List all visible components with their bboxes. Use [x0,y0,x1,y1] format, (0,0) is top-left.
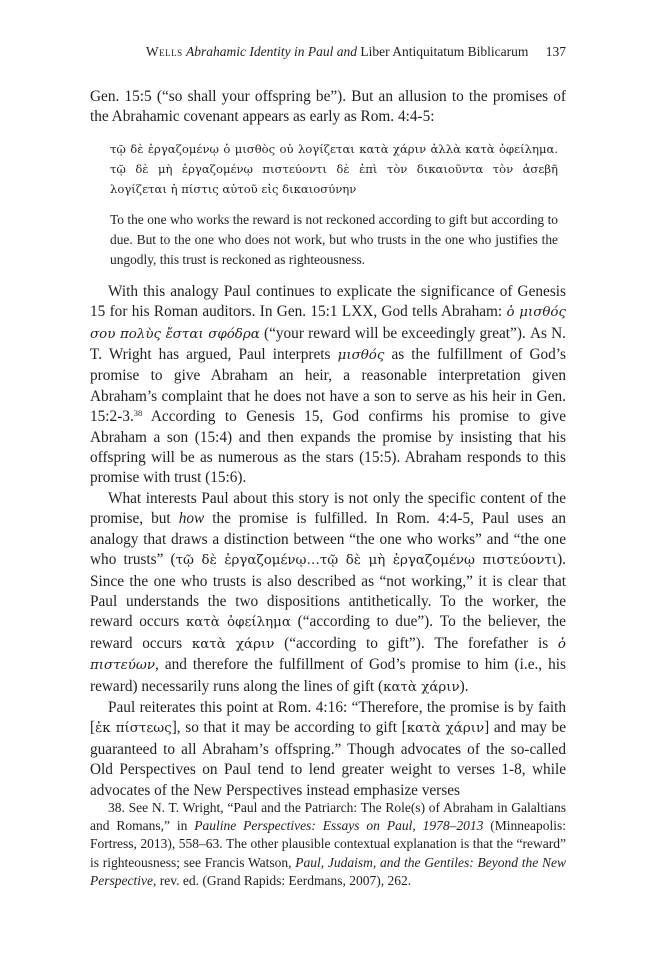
header-author: Wells [145,44,183,59]
paragraph-1: Gen. 15:5 (“so shall your offspring be”). But an allusion to the promises of the Abrahamic covenant appears as early as Rom. 4:4-5: [90,88,566,126]
paragraph-2 [90,282,566,489]
text-span: ], so that it may be according to gift [ [171,719,407,737]
greek-phrase: μισθός [337,348,385,364]
footnotes [90,799,566,890]
text-span: , and therefore the fulfillment of God’s promise to him (i.e., his reward) necessarily runs along the lines of gift ( [90,656,566,695]
text-span: (“according to due”). To the believer, the reward occurs [90,613,566,652]
cited-title: Paul, Judaism, and the Gentiles: Beyond the New Perspective [90,854,566,888]
footnote-38 [90,799,566,890]
greek-phrase: κατὰ ὀφείλημα [185,615,291,631]
text-span: What interests Paul about this story is not only the specific content of the promise, but [90,489,566,528]
text-span: 38. See N. T. Wright, “Paul and the Patriarch: The Role(s) of Abraham in Galaltians and Romans,” in [90,800,566,834]
text-span: According to Genesis 15, God confirms his promise to give Abraham a son (15:4) and then expands the promise by insisting that his offspring will be as numerous as the stars (15:5). Abraham responds to this promise with trust (15:6). [90,408,566,487]
block-quote-greek: τῷ δὲ ἐργαζομένῳ ὁ μισθὸς οὐ λογίζεται κατὰ χάριν ἀλλὰ κατὰ ὀφείλημα. τῷ δὲ μὴ ἐργαζομένῳ πιστεύοντι δὲ ἐπὶ τὸν δικαιοῦντα τὸν ἀσεβῆ λογίζεται ἡ πίστις αὐτοῦ εἰς δικαιοσύνην [110,141,558,196]
greek-phrase: ὁ πιστεύων [90,636,566,674]
header-title-italic: Abrahamic Identity in Paul and [186,44,358,59]
header-title-roman: Liber Antiquitatum Biblicarum [360,44,529,59]
running-header [90,44,566,60]
text-span: ). Since the one who trusts is also described as “not working,” it is clear that Paul understands the two dispositions antithetically. To the worker, the reward occurs [90,551,566,631]
greek-phrase: τῷ δὲ ἐργαζομένῳ…τῷ δὲ μὴ ἐργαζομένῳ πιστεύοντι [175,553,558,569]
block-quote [110,139,558,270]
paragraph-4 [90,698,566,801]
text-span: With this analogy Paul continues to explicate the significance of Genesis 15 for his Roman auditors. In Gen. 15:1 LXX, God tells Abraham: [90,282,566,321]
body-text [90,87,566,801]
text-span: (“according to gift”). The forefather is [274,634,558,652]
block-quote-english: To the one who works the reward is not reckoned according to gift but according to due. But to the one who does not work, but who trusts in the one who justifies the ungodly, this trust is reckoned as righteousness. [110,211,558,267]
text-span: (“your reward will be exceedingly great”). As N. T. Wright has argued, Paul interprets [90,324,567,364]
text-span: (Minneapolis: Fortress, 2013), 558–63. The other plausible contextual explanation is that the “reward” is righteousness; see Francis Watson, [90,818,566,870]
emphasis: how [178,510,205,528]
page-number: 137 [545,44,566,59]
text-span: ] and may be guaranteed to all Abraham’s offspring.” Though advocates of the so-called Old Perspectives on Paul tend to lend greater weight to verses 1-8, while advocates of the New Perspectives instead emphasize verses [90,719,566,799]
text-span: , rev. ed. (Grand Rapids: Eerdmans, 2007), 262. [152,872,412,888]
text-span: ). [459,677,469,695]
greek-phrase: κατὰ χάριν [406,721,485,737]
greek-phrase: ὁ μισθός σου πολὺς ἔσται σφόδρα [90,305,566,342]
paragraph-3 [90,489,566,698]
text-span: the promise is fulfilled. In Rom. 4:4-5, Paul uses an analogy that draws a distinction between “the one who works” and “the one who trusts” ( [90,510,566,569]
cited-title: Pauline Perspectives: Essays on Paul, 1978–2013 [194,818,484,834]
book-page [90,0,566,975]
text-span: Paul reiterates this point at Rom. 4:16: “Therefore, the promise is by faith [ [90,698,566,737]
greek-phrase: κατὰ χάριν [191,636,275,652]
text-span: as the fulfillment of God’s promise to give Abraham an heir, a reasonable interpretation given Abraham’s complaint that he does not have a son to serve as his heir in Gen. 15:2-3. [90,346,567,426]
greek-phrase: κατὰ χάριν [383,679,460,695]
greek-phrase: ἐκ πίστεως [95,721,172,737]
footnote-marker[interactable]: 38 [133,408,143,419]
